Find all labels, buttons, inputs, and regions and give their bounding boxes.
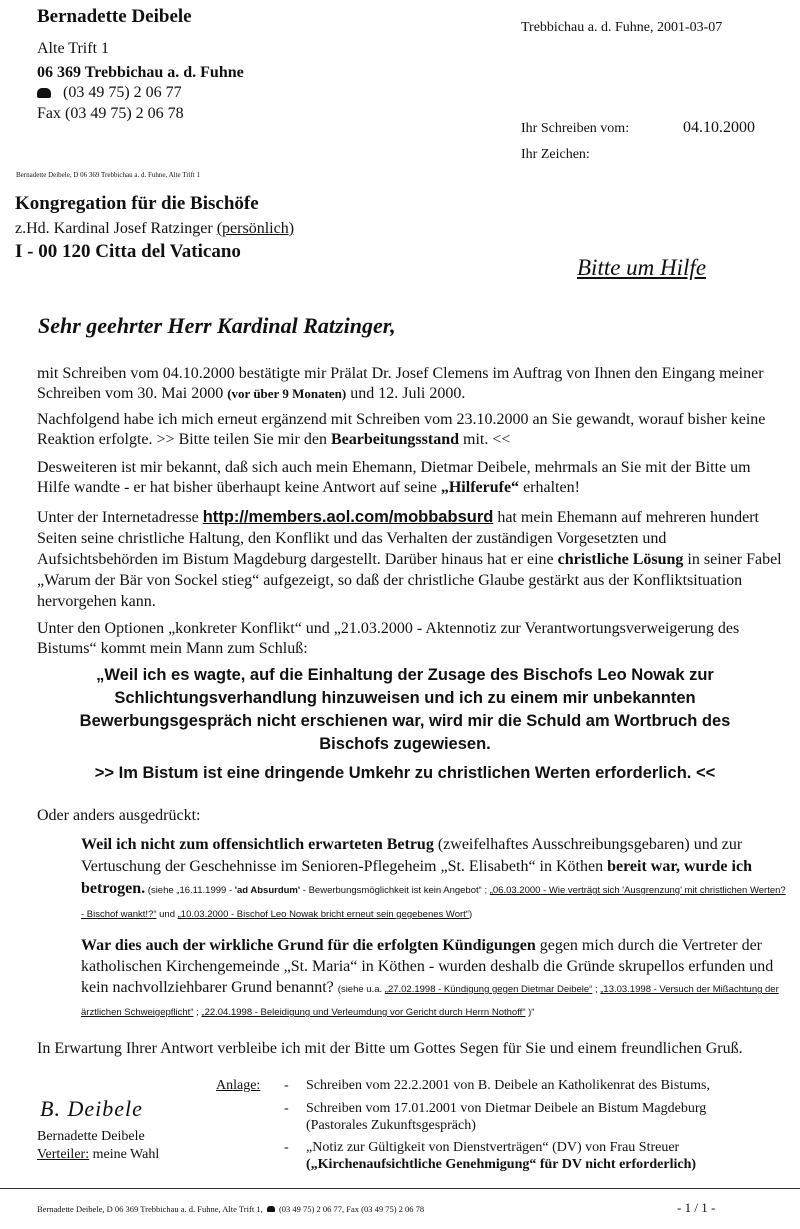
recipient-line1: Kongregation für die Bischöfe xyxy=(15,193,259,214)
ref-letter-date: 04.10.2000 xyxy=(683,119,755,136)
sender-city: 06 369 Trebbichau a. d. Fuhne xyxy=(37,64,244,81)
paragraph-9: In Erwartung Ihrer Antwort verbleibe ich mit der Bitte um Gottes Segen für Sie und einem freundlichen Gruß. xyxy=(37,1040,743,1057)
salutation: Sehr geehrter Herr Kardinal Ratzinger, xyxy=(38,313,396,338)
paragraph-1: mit Schreiben vom 04.10.2000 bestätigte mir Prälat Dr. Josef Clemens im Auftrag von Ihnen den Eingang meiner Schreiben vom 30. Mai 2000 (vor über 9 Monaten) und 12. Juli 2000. xyxy=(37,365,764,402)
attachment-item-1: Schreiben vom 22.2.2001 von B. Deibele an Katholikenrat des Bistums, xyxy=(306,1078,710,1093)
phone-icon xyxy=(37,88,51,98)
quote-2: >> Im Bistum ist eine dringende Umkehr zu christlichen Werten erforderlich. << xyxy=(94,764,716,782)
attachment-item-2b: (Pastorales Zukunftsgespräch) xyxy=(306,1118,476,1133)
footer-address: Bernadette Deibele, D 06 369 Trebbichau a. d. Fuhne, Alte Trift 1, (03 49 75) 2 06 77, Fax (03 49 75) 2 06 78 xyxy=(37,1204,425,1214)
sender-name: Bernadette Deibele xyxy=(37,6,192,27)
place-date: Trebbichau a. d. Fuhne, 2001-03-07 xyxy=(521,20,723,35)
sender-phone: (03 49 75) 2 06 77 xyxy=(63,84,182,101)
recipient-name: z.Hd. Kardinal Josef Ratzinger xyxy=(15,220,213,237)
attachment-item-2: Schreiben vom 17.01.2001 von Dietmar Deibele an Bistum Magdeburg xyxy=(306,1101,707,1116)
paragraph-6: Oder anders ausgedrückt: xyxy=(37,807,201,824)
attachments-label: Anlage: xyxy=(216,1078,261,1093)
website-link[interactable]: http://members.aol.com/mobbabsurd xyxy=(202,508,494,526)
recipient-line2 xyxy=(15,220,294,238)
attachment-item-3b: („Kirchenaufsichtliche Genehmigung“ für DV nicht erforderlich) xyxy=(306,1157,697,1172)
subject: Bitte um Hilfe xyxy=(577,255,707,280)
ref-letter-label: Ihr Schreiben vom: xyxy=(521,121,630,136)
paragraph-7: Weil ich nicht zum offensichtlich erwarteten Betrug (zweifelhaftes Ausschreibungsgebaren) und zur Vertuschung der Geschehnisse im Senioren-Pflegeheim „St. Elisabeth“ in Köthen bereit war, wurde ich betrogen. (siehe „16.11.1999 - 'ad Absurdum' - Bewerbungsmöglichkeit ist kein Angebot“ ; „06.03.2000 - Wie verträgt sich 'Ausgrenzung' mit christlichen Werten? - Bischof wankt!?“ und „10.03.2000 - Bischof Leo Nowak bricht erneut sein gegebenes Wort“) xyxy=(81,836,786,920)
sender-phone-line xyxy=(37,84,182,102)
ref-sign-label: Ihr Zeichen: xyxy=(521,147,590,162)
quote-1: „Weil ich es wagte, auf die Einhaltung der Zusage des Bischofs Leo Nowak zur Schlichtungsverhandlung hinzuweisen und ich zu einem mir unbekannten Bewerbungsgespräch nicht erschienen war, wird mir die Schuld am Wortbruch des Bischofs zugewiesen. xyxy=(79,666,731,753)
footer-phone-icon xyxy=(267,1206,275,1212)
distribution: Verteiler: meine Wahl xyxy=(37,1147,160,1162)
return-address: Bernadette Deibele, D 06 369 Trebbichau a. d. Fuhne, Alte Trift 1 xyxy=(16,171,201,179)
paragraph-5: Unter den Optionen „konkreter Konflikt“ und „21.03.2000 - Aktennotiz zur Verantwortungsverweigerung des Bistums“ kommt mein Mann zum Schluß: xyxy=(37,620,740,657)
attachment-dash-2: - xyxy=(284,1101,289,1116)
recipient-note: (persönlich) xyxy=(216,220,295,237)
footer-rule xyxy=(0,1188,800,1189)
signature: B. Deibele xyxy=(40,1096,143,1121)
attachment-dash-3: - xyxy=(284,1140,289,1155)
paragraph-3: Desweiteren ist mir bekannt, daß sich auch mein Ehemann, Dietmar Deibele, mehrmals an Sie mit der Bitte um Hilfe wandte - er hat bisher überhaupt keine Antwort auf seine „Hilferufe“ erhalten! xyxy=(37,459,751,496)
page-number: - 1 / 1 - xyxy=(677,1200,716,1215)
attachment-item-3: „Notiz zur Gültigkeit von Dienstverträgen“ (DV) von Frau Streuer xyxy=(306,1140,680,1155)
sender-street: Alte Trift 1 xyxy=(37,40,110,57)
attachment-dash-1: - xyxy=(284,1078,289,1093)
sender-fax: Fax (03 49 75) 2 06 78 xyxy=(37,105,184,122)
recipient-line3: I - 00 120 Citta del Vaticano xyxy=(15,241,241,262)
paragraph-2: Nachfolgend habe ich mich erneut ergänzend mit Schreiben vom 23.10.2000 an Sie gewandt, worauf bisher keine Reaktion erfolgte. >> Bitte teilen Sie mir den Bearbeitungsstand mit. << xyxy=(37,411,766,448)
closing-name: Bernadette Deibele xyxy=(37,1129,145,1144)
paragraph-8: War dies auch der wirkliche Grund für die erfolgten Kündigungen gegen mich durch die Vertreter der katholischen Kirchengemeinde „St. Maria“ in Köthen - wurden deshalb die Gründe skrupellos erfunden und kein nachvollziehbarer Grund benannt? (siehe u.a. „27.02.1998 - Kündigung gegen Dietmar Deibele“ ; „13.03.1998 - Versuch der Mißachtung der ärztlichen Schweigepflicht“ ; „22.04.1998 - Beleidigung und Verleumdung vor Gericht durch Herrn Nothoff“ )“ xyxy=(81,937,779,1018)
paragraph-4: Unter der Internetadresse http://members.aol.com/mobbabsurd hat mein Ehemann auf mehreren hundert Seiten seine christliche Haltung, den Konflikt und das Verhalten der zuständigen Vorgesetzten und Aufsichtsbehörden im Bistum Magdeburg dargestellt. Darüber hinaus hat er eine christliche Lösung in seiner Fabel „Warum der Bär von Sockel stieg“ aufgezeigt, so daß der christliche Glaube gestärkt aus der Konfliktsituation hervorgehen kann. xyxy=(37,508,782,610)
